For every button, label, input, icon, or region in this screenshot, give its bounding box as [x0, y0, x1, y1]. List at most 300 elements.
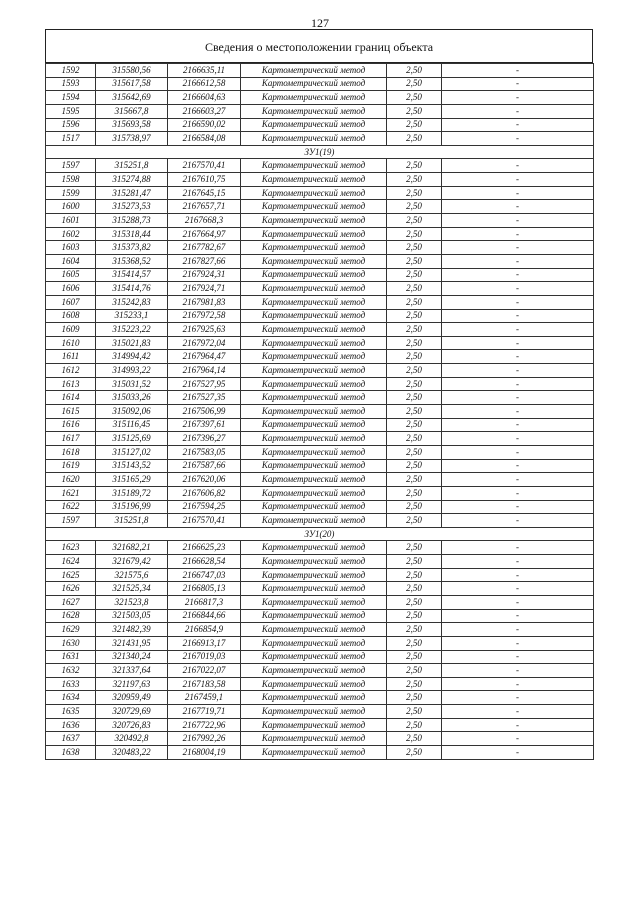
precision: 2,50 — [387, 364, 442, 378]
method: Картометрический метод — [241, 200, 387, 214]
point-number: 1612 — [46, 364, 96, 378]
x-coordinate: 315281,47 — [96, 186, 168, 200]
description: - — [442, 186, 594, 200]
section-header-row — [46, 145, 594, 159]
precision: 2,50 — [387, 555, 442, 569]
point-number: 1636 — [46, 718, 96, 732]
description: - — [442, 500, 594, 514]
point-number: 1597 — [46, 514, 96, 528]
y-coordinate: 2167527,35 — [168, 391, 241, 405]
x-coordinate: 315642,69 — [96, 91, 168, 105]
method: Картометрический метод — [241, 364, 387, 378]
point-number: 1517 — [46, 132, 96, 146]
x-coordinate: 321682,21 — [96, 541, 168, 555]
y-coordinate: 2167459,1 — [168, 691, 241, 705]
x-coordinate: 315196,99 — [96, 500, 168, 514]
precision: 2,50 — [387, 336, 442, 350]
y-coordinate: 2167583,05 — [168, 445, 241, 459]
method: Картометрический метод — [241, 377, 387, 391]
method: Картометрический метод — [241, 254, 387, 268]
x-coordinate: 315165,29 — [96, 473, 168, 487]
method: Картометрический метод — [241, 541, 387, 555]
point-number: 1624 — [46, 555, 96, 569]
y-coordinate: 2167664,97 — [168, 227, 241, 241]
method: Картометрический метод — [241, 705, 387, 719]
y-coordinate: 2167570,41 — [168, 514, 241, 528]
method: Картометрический метод — [241, 514, 387, 528]
point-number: 1613 — [46, 377, 96, 391]
table-row — [46, 746, 594, 760]
method: Картометрический метод — [241, 732, 387, 746]
method: Картометрический метод — [241, 227, 387, 241]
point-number: 1601 — [46, 214, 96, 228]
table-row — [46, 214, 594, 228]
table-row — [46, 677, 594, 691]
method: Картометрический метод — [241, 650, 387, 664]
description: - — [442, 514, 594, 528]
y-coordinate: 2166635,11 — [168, 64, 241, 78]
description: - — [442, 364, 594, 378]
point-number: 1621 — [46, 486, 96, 500]
description: - — [442, 132, 594, 146]
table-row — [46, 391, 594, 405]
x-coordinate: 315288,73 — [96, 214, 168, 228]
precision: 2,50 — [387, 377, 442, 391]
y-coordinate: 2166584,08 — [168, 132, 241, 146]
description: - — [442, 486, 594, 500]
y-coordinate: 2166913,17 — [168, 636, 241, 650]
x-coordinate: 320959,49 — [96, 691, 168, 705]
y-coordinate: 2166603,27 — [168, 104, 241, 118]
method: Картометрический метод — [241, 118, 387, 132]
table-row — [46, 732, 594, 746]
precision: 2,50 — [387, 200, 442, 214]
point-number: 1627 — [46, 595, 96, 609]
y-coordinate: 2167972,58 — [168, 309, 241, 323]
description: - — [442, 173, 594, 187]
point-number: 1599 — [46, 186, 96, 200]
description: - — [442, 541, 594, 555]
x-coordinate: 314994,42 — [96, 350, 168, 364]
point-number: 1600 — [46, 200, 96, 214]
method: Картометрический метод — [241, 405, 387, 419]
y-coordinate: 2167606,82 — [168, 486, 241, 500]
method: Картометрический метод — [241, 582, 387, 596]
precision: 2,50 — [387, 541, 442, 555]
description: - — [442, 214, 594, 228]
table-row — [46, 718, 594, 732]
description: - — [442, 418, 594, 432]
table-row — [46, 104, 594, 118]
y-coordinate: 2166747,03 — [168, 568, 241, 582]
x-coordinate: 321575,6 — [96, 568, 168, 582]
precision: 2,50 — [387, 582, 442, 596]
precision: 2,50 — [387, 664, 442, 678]
y-coordinate: 2167022,07 — [168, 664, 241, 678]
point-number: 1632 — [46, 664, 96, 678]
precision: 2,50 — [387, 309, 442, 323]
y-coordinate: 2167645,15 — [168, 186, 241, 200]
method: Картометрический метод — [241, 459, 387, 473]
table-row — [46, 241, 594, 255]
description: - — [442, 664, 594, 678]
point-number: 1625 — [46, 568, 96, 582]
table-row — [46, 432, 594, 446]
table-row — [46, 459, 594, 473]
table-row — [46, 514, 594, 528]
table-row — [46, 173, 594, 187]
precision: 2,50 — [387, 91, 442, 105]
method: Картометрический метод — [241, 609, 387, 623]
description: - — [442, 432, 594, 446]
point-number: 1595 — [46, 104, 96, 118]
point-number: 1626 — [46, 582, 96, 596]
section-label: ЗУ1(19) — [46, 145, 594, 159]
precision: 2,50 — [387, 718, 442, 732]
x-coordinate: 315273,53 — [96, 200, 168, 214]
method: Картометрический метод — [241, 268, 387, 282]
point-number: 1615 — [46, 405, 96, 419]
table-row — [46, 650, 594, 664]
y-coordinate: 2167719,71 — [168, 705, 241, 719]
table-row — [46, 309, 594, 323]
precision: 2,50 — [387, 241, 442, 255]
point-number: 1607 — [46, 295, 96, 309]
method: Картометрический метод — [241, 309, 387, 323]
table-row — [46, 132, 594, 146]
description: - — [442, 623, 594, 637]
point-number: 1614 — [46, 391, 96, 405]
x-coordinate: 321197,63 — [96, 677, 168, 691]
y-coordinate: 2166628,54 — [168, 555, 241, 569]
point-number: 1592 — [46, 64, 96, 78]
precision: 2,50 — [387, 650, 442, 664]
x-coordinate: 320492,8 — [96, 732, 168, 746]
x-coordinate: 315125,69 — [96, 432, 168, 446]
y-coordinate: 2166817,3 — [168, 595, 241, 609]
method: Картометрический метод — [241, 214, 387, 228]
table-row — [46, 364, 594, 378]
precision: 2,50 — [387, 514, 442, 528]
point-number: 1596 — [46, 118, 96, 132]
description: - — [442, 282, 594, 296]
precision: 2,50 — [387, 295, 442, 309]
y-coordinate: 2166805,13 — [168, 582, 241, 596]
table-row — [46, 200, 594, 214]
x-coordinate: 315031,52 — [96, 377, 168, 391]
description: - — [442, 705, 594, 719]
method: Картометрический метод — [241, 77, 387, 91]
x-coordinate: 315414,57 — [96, 268, 168, 282]
y-coordinate: 2166844,66 — [168, 609, 241, 623]
method: Картометрический метод — [241, 186, 387, 200]
x-coordinate: 321482,39 — [96, 623, 168, 637]
point-number: 1630 — [46, 636, 96, 650]
y-coordinate: 2167570,41 — [168, 159, 241, 173]
description: - — [442, 350, 594, 364]
table-row — [46, 609, 594, 623]
y-coordinate: 2167506,99 — [168, 405, 241, 419]
x-coordinate: 320483,22 — [96, 746, 168, 760]
y-coordinate: 2167964,14 — [168, 364, 241, 378]
method: Картометрический метод — [241, 323, 387, 337]
method: Картометрический метод — [241, 500, 387, 514]
point-number: 1635 — [46, 705, 96, 719]
table-row — [46, 77, 594, 91]
x-coordinate: 320729,69 — [96, 705, 168, 719]
x-coordinate: 320726,83 — [96, 718, 168, 732]
method: Картометрический метод — [241, 555, 387, 569]
precision: 2,50 — [387, 623, 442, 637]
description: - — [442, 200, 594, 214]
y-coordinate: 2167610,75 — [168, 173, 241, 187]
x-coordinate: 315223,22 — [96, 323, 168, 337]
method: Картометрический метод — [241, 746, 387, 760]
point-number: 1619 — [46, 459, 96, 473]
x-coordinate: 315251,8 — [96, 159, 168, 173]
x-coordinate: 321523,8 — [96, 595, 168, 609]
method: Картометрический метод — [241, 623, 387, 637]
section-label: ЗУ1(20) — [46, 527, 594, 541]
x-coordinate: 315033,26 — [96, 391, 168, 405]
description: - — [442, 746, 594, 760]
x-coordinate: 321525,34 — [96, 582, 168, 596]
x-coordinate: 315127,02 — [96, 445, 168, 459]
y-coordinate: 2166854,9 — [168, 623, 241, 637]
description: - — [442, 609, 594, 623]
point-number: 1637 — [46, 732, 96, 746]
method: Картометрический метод — [241, 432, 387, 446]
precision: 2,50 — [387, 268, 442, 282]
description: - — [442, 650, 594, 664]
x-coordinate: 315368,52 — [96, 254, 168, 268]
x-coordinate: 321431,95 — [96, 636, 168, 650]
point-number: 1609 — [46, 323, 96, 337]
description: - — [442, 254, 594, 268]
table-row — [46, 595, 594, 609]
table-row — [46, 623, 594, 637]
precision: 2,50 — [387, 595, 442, 609]
method: Картометрический метод — [241, 295, 387, 309]
y-coordinate: 2166612,58 — [168, 77, 241, 91]
precision: 2,50 — [387, 391, 442, 405]
description: - — [442, 582, 594, 596]
description: - — [442, 459, 594, 473]
precision: 2,50 — [387, 677, 442, 691]
table-row — [46, 582, 594, 596]
table-row — [46, 555, 594, 569]
table-row — [46, 118, 594, 132]
table-row — [46, 295, 594, 309]
method: Картометрический метод — [241, 336, 387, 350]
y-coordinate: 2167924,71 — [168, 282, 241, 296]
x-coordinate: 315233,1 — [96, 309, 168, 323]
y-coordinate: 2167981,83 — [168, 295, 241, 309]
y-coordinate: 2167722,96 — [168, 718, 241, 732]
y-coordinate: 2167964,47 — [168, 350, 241, 364]
x-coordinate: 315092,06 — [96, 405, 168, 419]
point-number: 1631 — [46, 650, 96, 664]
table-title: Сведения о местоположении границ объекта — [45, 29, 593, 63]
x-coordinate: 315738,97 — [96, 132, 168, 146]
precision: 2,50 — [387, 732, 442, 746]
precision: 2,50 — [387, 500, 442, 514]
x-coordinate: 315021,83 — [96, 336, 168, 350]
y-coordinate: 2167924,31 — [168, 268, 241, 282]
point-number: 1594 — [46, 91, 96, 105]
precision: 2,50 — [387, 227, 442, 241]
table-row — [46, 418, 594, 432]
x-coordinate: 321503,05 — [96, 609, 168, 623]
point-number: 1629 — [46, 623, 96, 637]
table-row — [46, 445, 594, 459]
method: Картометрический метод — [241, 173, 387, 187]
description: - — [442, 159, 594, 173]
table-row — [46, 541, 594, 555]
precision: 2,50 — [387, 568, 442, 582]
table-row — [46, 268, 594, 282]
description: - — [442, 405, 594, 419]
point-number: 1620 — [46, 473, 96, 487]
y-coordinate: 2168004,19 — [168, 746, 241, 760]
method: Картометрический метод — [241, 282, 387, 296]
y-coordinate: 2167668,3 — [168, 214, 241, 228]
x-coordinate: 314993,22 — [96, 364, 168, 378]
method: Картометрический метод — [241, 445, 387, 459]
description: - — [442, 677, 594, 691]
y-coordinate: 2166625,23 — [168, 541, 241, 555]
x-coordinate: 315318,44 — [96, 227, 168, 241]
precision: 2,50 — [387, 609, 442, 623]
precision: 2,50 — [387, 77, 442, 91]
method: Картометрический метод — [241, 664, 387, 678]
method: Картометрический метод — [241, 486, 387, 500]
method: Картометрический метод — [241, 418, 387, 432]
y-coordinate: 2167782,67 — [168, 241, 241, 255]
precision: 2,50 — [387, 705, 442, 719]
x-coordinate: 315667,8 — [96, 104, 168, 118]
y-coordinate: 2167657,71 — [168, 200, 241, 214]
description: - — [442, 636, 594, 650]
page-number: 127 — [311, 16, 329, 30]
section-header-row — [46, 527, 594, 541]
method: Картометрический метод — [241, 473, 387, 487]
method: Картометрический метод — [241, 718, 387, 732]
precision: 2,50 — [387, 64, 442, 78]
method: Картометрический метод — [241, 159, 387, 173]
point-number: 1616 — [46, 418, 96, 432]
method: Картометрический метод — [241, 91, 387, 105]
point-number: 1618 — [46, 445, 96, 459]
description: - — [442, 473, 594, 487]
table-row — [46, 282, 594, 296]
table-row — [46, 336, 594, 350]
point-number: 1598 — [46, 173, 96, 187]
precision: 2,50 — [387, 746, 442, 760]
point-number: 1611 — [46, 350, 96, 364]
precision: 2,50 — [387, 173, 442, 187]
description: - — [442, 377, 594, 391]
method: Картометрический метод — [241, 64, 387, 78]
description: - — [442, 118, 594, 132]
description: - — [442, 691, 594, 705]
x-coordinate: 315189,72 — [96, 486, 168, 500]
y-coordinate: 2167183,58 — [168, 677, 241, 691]
precision: 2,50 — [387, 159, 442, 173]
precision: 2,50 — [387, 186, 442, 200]
precision: 2,50 — [387, 282, 442, 296]
description: - — [442, 555, 594, 569]
method: Картометрический метод — [241, 595, 387, 609]
point-number: 1623 — [46, 541, 96, 555]
table-row — [46, 186, 594, 200]
table-row — [46, 64, 594, 78]
table-row — [46, 568, 594, 582]
description: - — [442, 732, 594, 746]
point-number: 1593 — [46, 77, 96, 91]
precision: 2,50 — [387, 214, 442, 228]
y-coordinate: 2167396,27 — [168, 432, 241, 446]
description: - — [442, 91, 594, 105]
description: - — [442, 336, 594, 350]
coordinates-table — [45, 63, 594, 760]
description: - — [442, 77, 594, 91]
point-number: 1628 — [46, 609, 96, 623]
precision: 2,50 — [387, 350, 442, 364]
y-coordinate: 2167397,61 — [168, 418, 241, 432]
point-number: 1606 — [46, 282, 96, 296]
y-coordinate: 2166590,02 — [168, 118, 241, 132]
precision: 2,50 — [387, 254, 442, 268]
table-row — [46, 91, 594, 105]
x-coordinate: 315143,52 — [96, 459, 168, 473]
precision: 2,50 — [387, 405, 442, 419]
x-coordinate: 315251,8 — [96, 514, 168, 528]
method: Картометрический метод — [241, 350, 387, 364]
x-coordinate: 321337,64 — [96, 664, 168, 678]
x-coordinate: 321340,24 — [96, 650, 168, 664]
description: - — [442, 323, 594, 337]
point-number: 1608 — [46, 309, 96, 323]
x-coordinate: 315242,83 — [96, 295, 168, 309]
point-number: 1622 — [46, 500, 96, 514]
table-row — [46, 691, 594, 705]
table-row — [46, 664, 594, 678]
precision: 2,50 — [387, 118, 442, 132]
precision: 2,50 — [387, 445, 442, 459]
x-coordinate: 315116,45 — [96, 418, 168, 432]
point-number: 1633 — [46, 677, 96, 691]
table-row — [46, 705, 594, 719]
x-coordinate: 315373,82 — [96, 241, 168, 255]
y-coordinate: 2167019,03 — [168, 650, 241, 664]
description: - — [442, 64, 594, 78]
method: Картометрический метод — [241, 568, 387, 582]
x-coordinate: 315693,58 — [96, 118, 168, 132]
y-coordinate: 2167992,26 — [168, 732, 241, 746]
x-coordinate: 321679,42 — [96, 555, 168, 569]
y-coordinate: 2167972,04 — [168, 336, 241, 350]
description: - — [442, 104, 594, 118]
description: - — [442, 391, 594, 405]
description: - — [442, 295, 594, 309]
method: Картометрический метод — [241, 691, 387, 705]
table-row — [46, 159, 594, 173]
x-coordinate: 315617,58 — [96, 77, 168, 91]
precision: 2,50 — [387, 418, 442, 432]
x-coordinate: 315580,56 — [96, 64, 168, 78]
y-coordinate: 2167527,95 — [168, 377, 241, 391]
